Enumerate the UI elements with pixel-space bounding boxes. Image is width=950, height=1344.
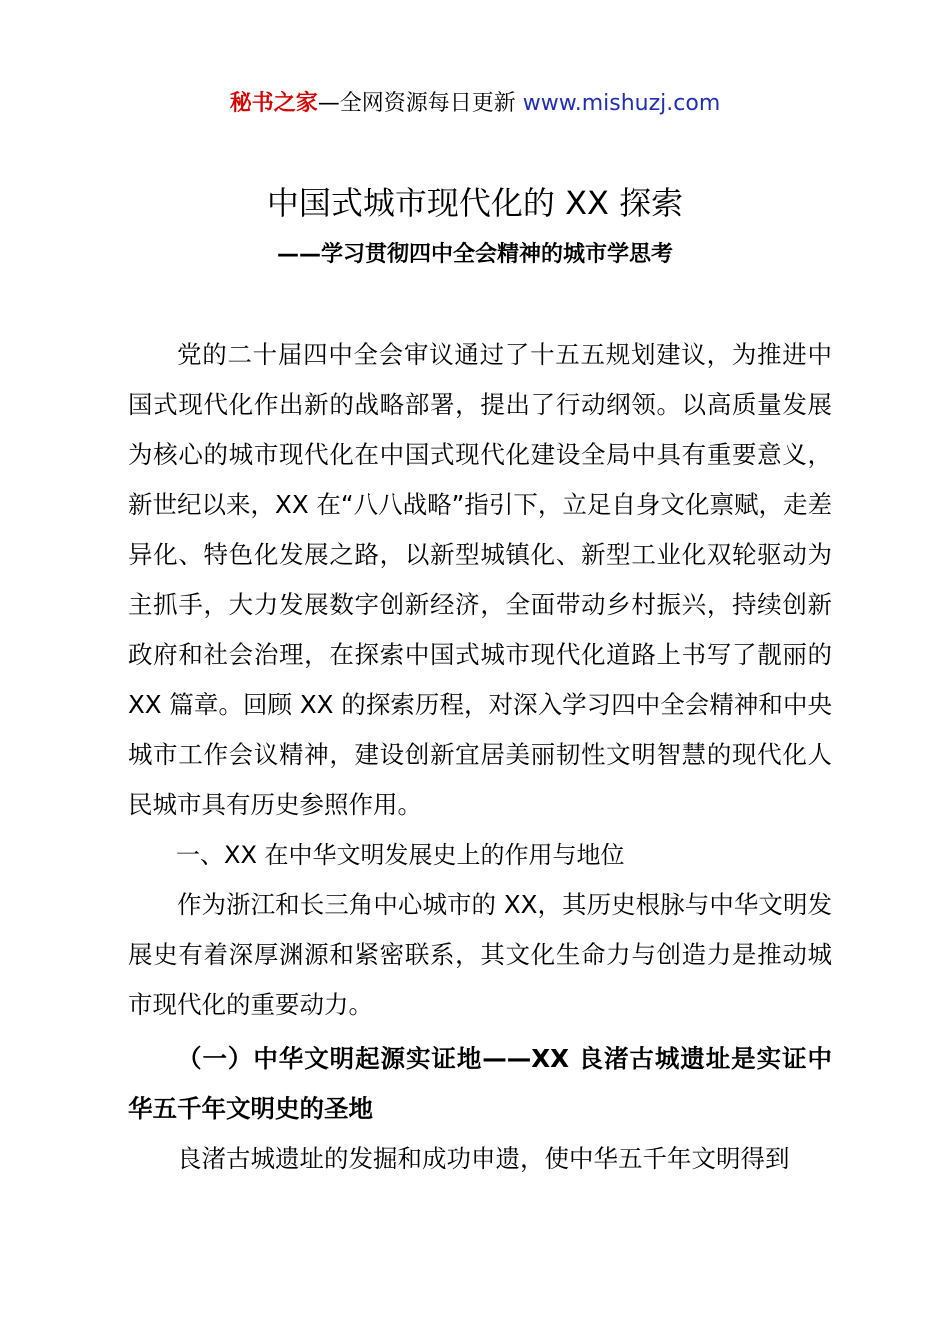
document-title: 中国式城市现代化的 XX 探索 — [266, 184, 684, 222]
header-tagline: —全网资源每日更新 — [317, 91, 516, 116]
section-paragraph: 作为浙江和长三角中心城市的 XX，其历史根脉与中华文明发展史有着深厚渊源和紧密联系，其文化生命力与创造力是推动城市现代化的重要动力。 — [128, 890, 832, 1019]
subsection-heading: （一）中华文明起源实证地——XX 良渚古城遗址是实证中华五千年文明史的圣地 — [128, 1044, 832, 1123]
subsection-paragraph: 良渚古城遗址的发掘和成功申遗，使中华五千年文明得到 — [177, 1144, 790, 1173]
brand-name: 秘书之家 — [229, 91, 318, 116]
site-header — [0, 88, 950, 120]
intro-paragraph: 党的二十届四中全会审议通过了十五五规划建议，为推进中国式现代化作出新的战略部署，提出了行动纲领。以高质量发展为核心的城市现代化在中国式现代化建设全局中具有重要意义，新世纪以来，XX 在“八八战略”指引下，立足自身文化禀赋，走差异化、特色化发展之路，以新型城镇化、新型工业化双轮驱动为主抓手，大力发展数字创新经济，全面带动乡村振兴，持续创新政府和社会治理，在探索中国式城市现代化道路上书写了靓丽的 XX 篇章。回顾 XX 的探索历程，对深入学习四中全会精神和中央城市工作会议精神，建设创新宜居美丽韧性文明智慧的现代化人民城市具有历史参照作用。 — [128, 340, 832, 819]
site-url-link[interactable]: www.mishuzj.com — [522, 91, 721, 116]
document-body — [128, 330, 832, 1184]
section-heading: 一、XX 在中华文明发展史上的作用与地位 — [176, 841, 625, 869]
document-subtitle: ——学习贯彻四中全会精神的城市学思考 — [276, 242, 673, 267]
